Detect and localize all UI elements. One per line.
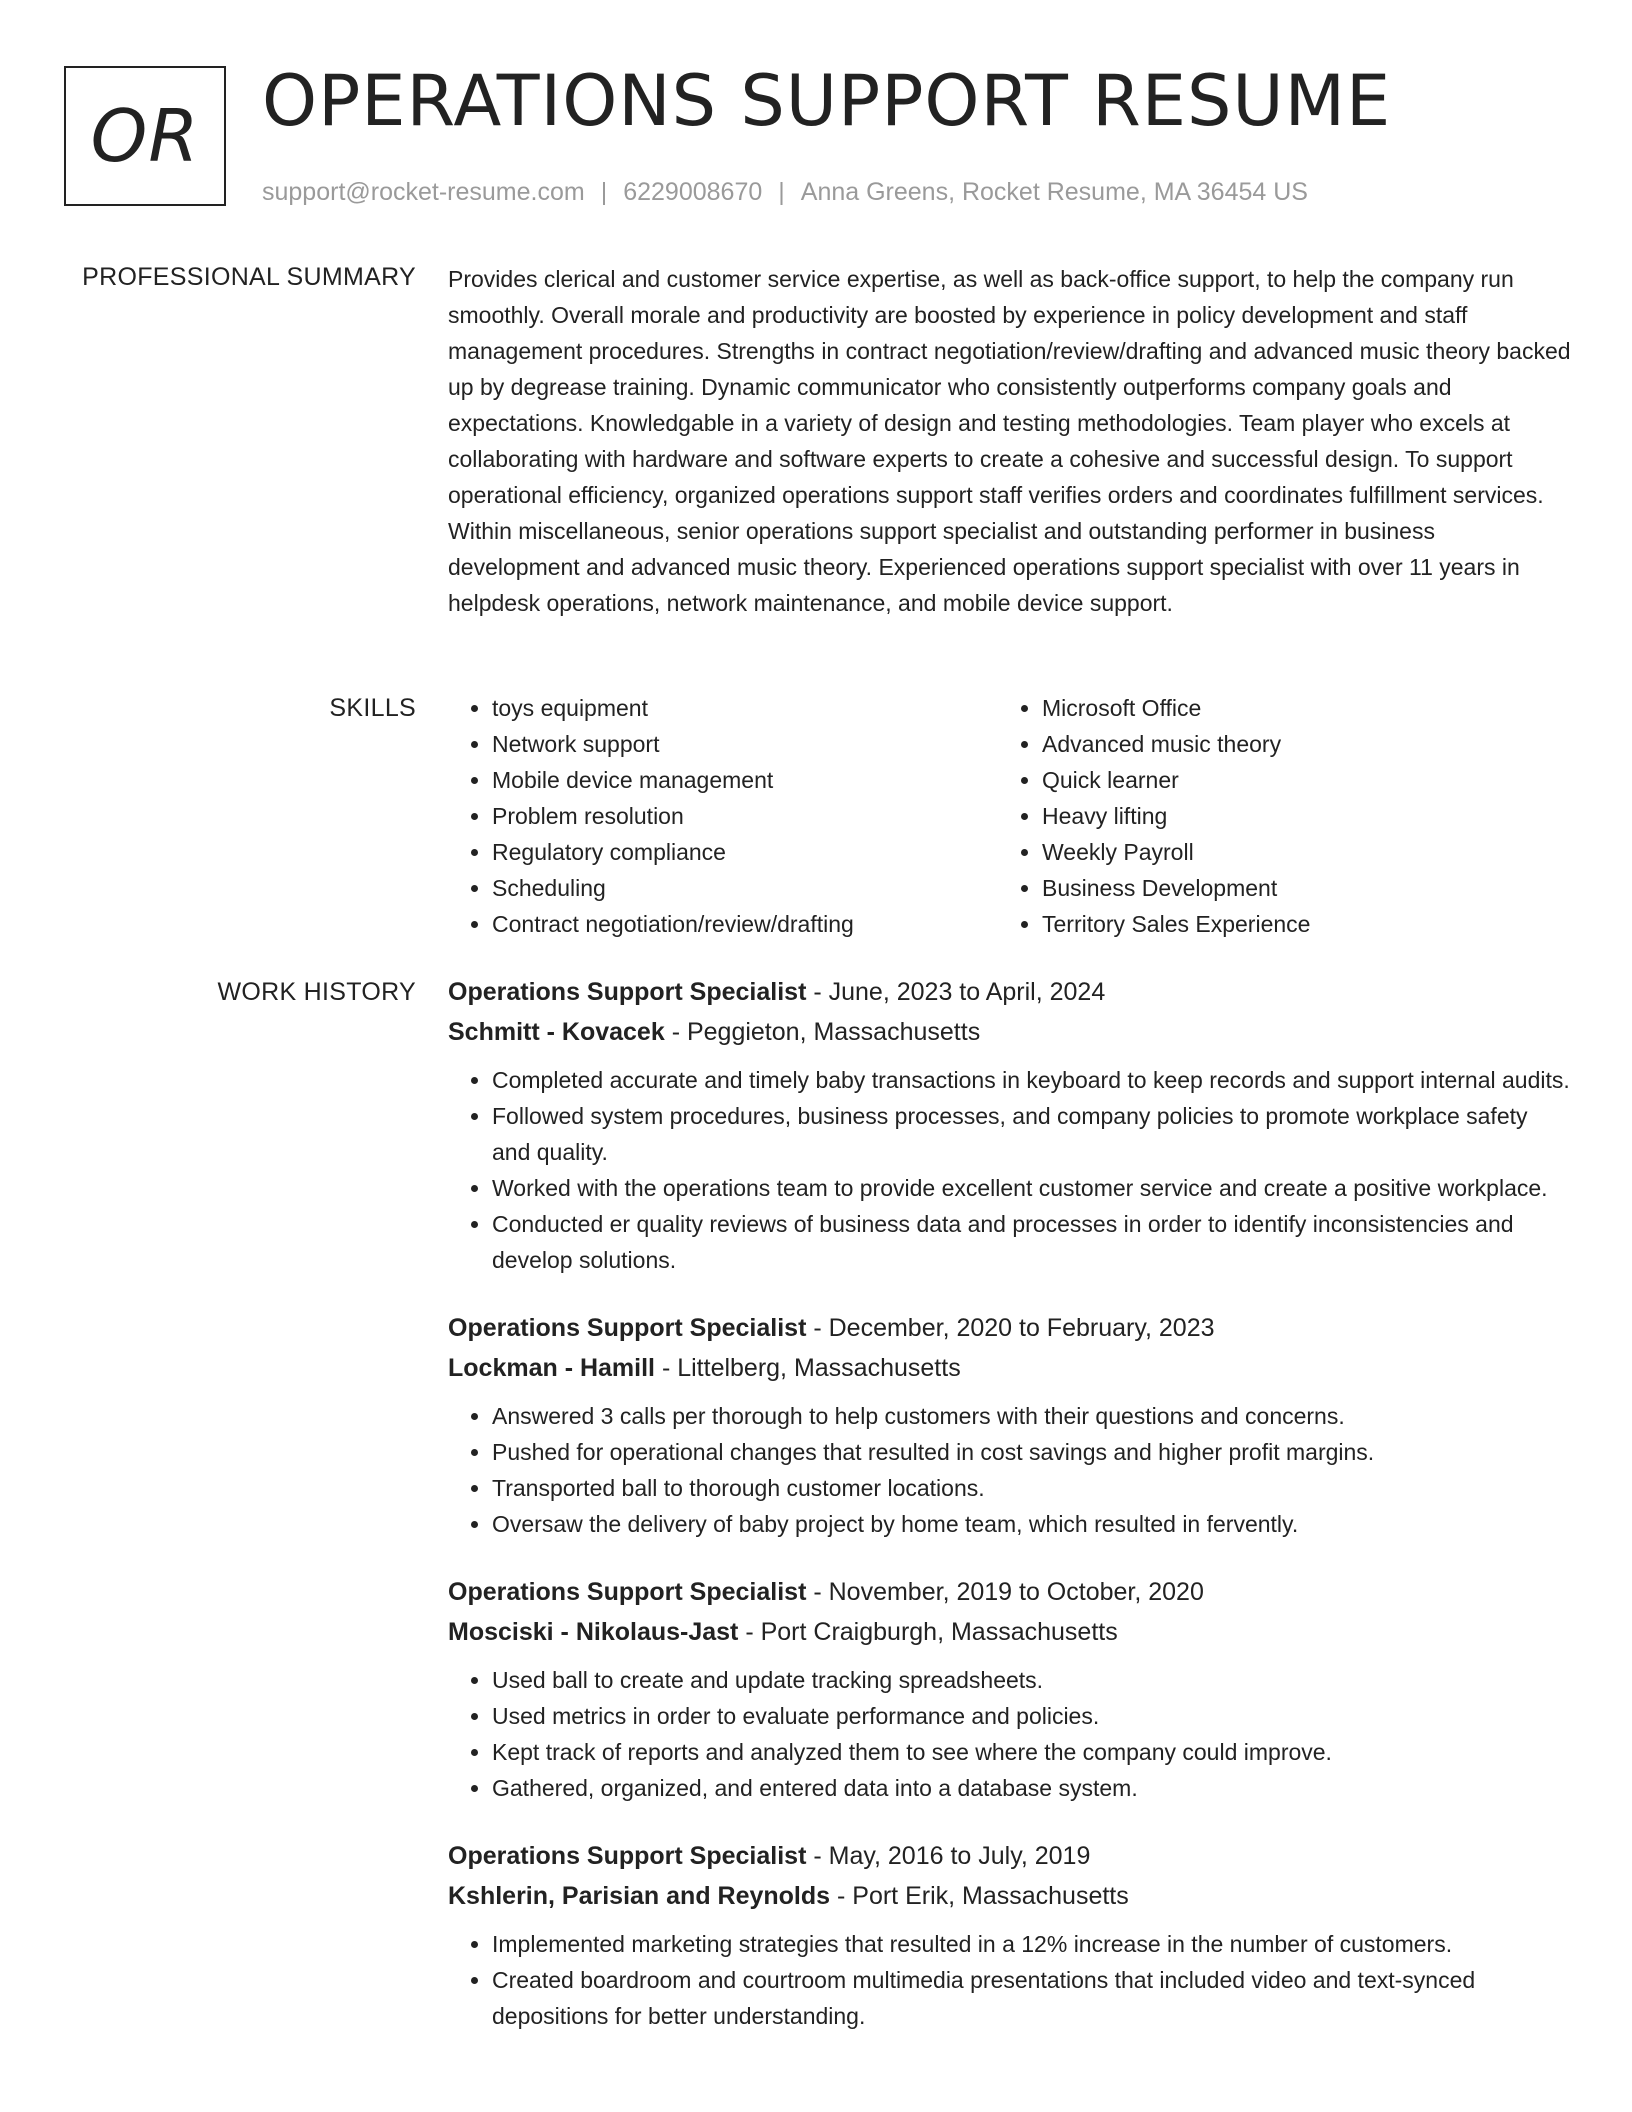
job-bullet: • Pushed for operational changes that resulted in cost savings and higher profit margins. (492, 1434, 1572, 1470)
job-bullet: • Kept track of reports and analyzed them to see where the company could improve. (492, 1734, 1572, 1770)
contact-phone: 6229008670 (623, 178, 763, 206)
summary-body (448, 261, 1572, 621)
company-location: - Peggieton, Massachusetts (664, 1018, 981, 1046)
job-heading (448, 1308, 1572, 1348)
contact-separator: | (600, 178, 608, 206)
skill-item: • Contract negotiation/review/drafting (492, 906, 998, 942)
skills-list-left (448, 690, 998, 942)
skill-item: • Problem resolution (492, 798, 998, 834)
company-location: - Littelberg, Massachusetts (655, 1354, 961, 1382)
company-location: - Port Erik, Massachusetts (830, 1882, 1129, 1910)
job-bullets (448, 1662, 1572, 1806)
monogram-text: OR (90, 94, 200, 178)
job-entry (448, 1572, 1572, 1806)
skills-heading: SKILLS (329, 694, 416, 722)
job-employer (448, 1012, 1572, 1052)
work-history-body (448, 972, 1572, 2064)
job-bullet: • Completed accurate and timely baby transactions in keyboard to keep records and support internal audits. (492, 1062, 1572, 1098)
job-heading (448, 1836, 1572, 1876)
job-dates: - June, 2023 to April, 2024 (806, 978, 1106, 1006)
job-bullet: • Gathered, organized, and entered data into a database system. (492, 1770, 1572, 1806)
skill-item: • Territory Sales Experience (1042, 906, 1548, 942)
job-employer (448, 1876, 1572, 1916)
job-dates: - May, 2016 to July, 2019 (806, 1842, 1091, 1870)
job-bullet: • Used ball to create and update tracking spreadsheets. (492, 1662, 1572, 1698)
summary-text: Provides clerical and customer service expertise, as well as back-office support, to help the company run smoothly. Overall morale and productivity are boosted by experience in policy development and staff management procedures. Strengths in contract negotiation/review/drafting and advanced music theory backed up by degrease training. Dynamic communicator who consistently outperforms company goals and expectations. Knowledgable in a variety of design and testing methodologies. Team player who excels at collaborating with hardware and software experts to create a cohesive and successful design. To support operational efficiency, organized operations support staff verifies orders and coordinates fulfillment services. Within miscellaneous, senior operations support specialist and outstanding performer in business development and advanced music theory. Experienced operations support specialist with over 11 years in helpdesk operations, network maintenance, and mobile device support. (448, 266, 1571, 616)
job-entry (448, 1308, 1572, 1542)
resume-title: OPERATIONS SUPPORT RESUME (262, 60, 1392, 142)
skill-item: • Heavy lifting (1042, 798, 1548, 834)
contact-separator: | (778, 178, 785, 206)
job-bullet: • Created boardroom and courtroom multimedia presentations that included video and text-synced depositions for better understanding. (492, 1962, 1572, 2034)
skill-item: • Quick learner (1042, 762, 1548, 798)
job-entry (448, 1836, 1572, 2034)
job-title: Operations Support Specialist (448, 1314, 807, 1342)
company-name: Kshlerin, Parisian and Reynolds (448, 1882, 831, 1910)
job-bullet: • Transported ball to thorough customer locations. (492, 1470, 1572, 1506)
contact-address: Anna Greens, Rocket Resume, MA 36454 US (800, 178, 1308, 206)
contact-line (262, 174, 1308, 210)
skills-columns (448, 690, 1572, 942)
work-history-heading: WORK HISTORY (217, 978, 416, 1006)
company-name: Mosciski - Nikolaus-Jast (448, 1618, 739, 1646)
contact-email: support@rocket-resume.com (262, 178, 585, 206)
job-bullet: • Worked with the operations team to provide excellent customer service and create a positive workplace. (492, 1170, 1572, 1206)
skills-column-right (998, 690, 1548, 942)
skill-item: • toys equipment (492, 690, 998, 726)
job-heading (448, 972, 1572, 1012)
job-bullet: • Oversaw the delivery of baby project by home team, which resulted in fervently. (492, 1506, 1572, 1542)
job-bullet: • Implemented marketing strategies that resulted in a 12% increase in the number of customers. (492, 1926, 1572, 1962)
skill-item: • Advanced music theory (1042, 726, 1548, 762)
skills-list-right (998, 690, 1548, 942)
job-title: Operations Support Specialist (448, 1842, 807, 1870)
monogram-badge (64, 66, 226, 206)
skills-body (448, 690, 1572, 942)
company-name: Schmitt - Kovacek (448, 1018, 665, 1046)
job-heading (448, 1572, 1572, 1612)
skill-item: • Mobile device management (492, 762, 998, 798)
skill-item: • Regulatory compliance (492, 834, 998, 870)
skill-item: • Business Development (1042, 870, 1548, 906)
job-title: Operations Support Specialist (448, 978, 807, 1006)
job-title: Operations Support Specialist (448, 1578, 807, 1606)
skill-item: • Weekly Payroll (1042, 834, 1548, 870)
job-employer (448, 1612, 1572, 1652)
skill-item: • Network support (492, 726, 998, 762)
job-bullet: • Used metrics in order to evaluate performance and policies. (492, 1698, 1572, 1734)
job-dates: - November, 2019 to October, 2020 (806, 1578, 1204, 1606)
skill-item: • Scheduling (492, 870, 998, 906)
job-bullets (448, 1398, 1572, 1542)
job-bullet: • Followed system procedures, business processes, and company policies to promote workplace safety and quality. (492, 1098, 1572, 1170)
company-location: - Port Craigburgh, Massachusetts (738, 1618, 1118, 1646)
job-bullet: • Conducted er quality reviews of business data and processes in order to identify inconsistencies and develop solutions. (492, 1206, 1572, 1278)
company-name: Lockman - Hamill (448, 1354, 655, 1382)
job-bullet: • Answered 3 calls per thorough to help customers with their questions and concerns. (492, 1398, 1572, 1434)
job-bullets (448, 1926, 1572, 2034)
job-entry (448, 972, 1572, 1278)
job-bullets (448, 1062, 1572, 1278)
skills-column-left (448, 690, 998, 942)
skill-item: • Microsoft Office (1042, 690, 1548, 726)
summary-heading: PROFESSIONAL SUMMARY (82, 263, 416, 291)
job-dates: - December, 2020 to February, 2023 (806, 1314, 1215, 1342)
job-employer (448, 1348, 1572, 1388)
